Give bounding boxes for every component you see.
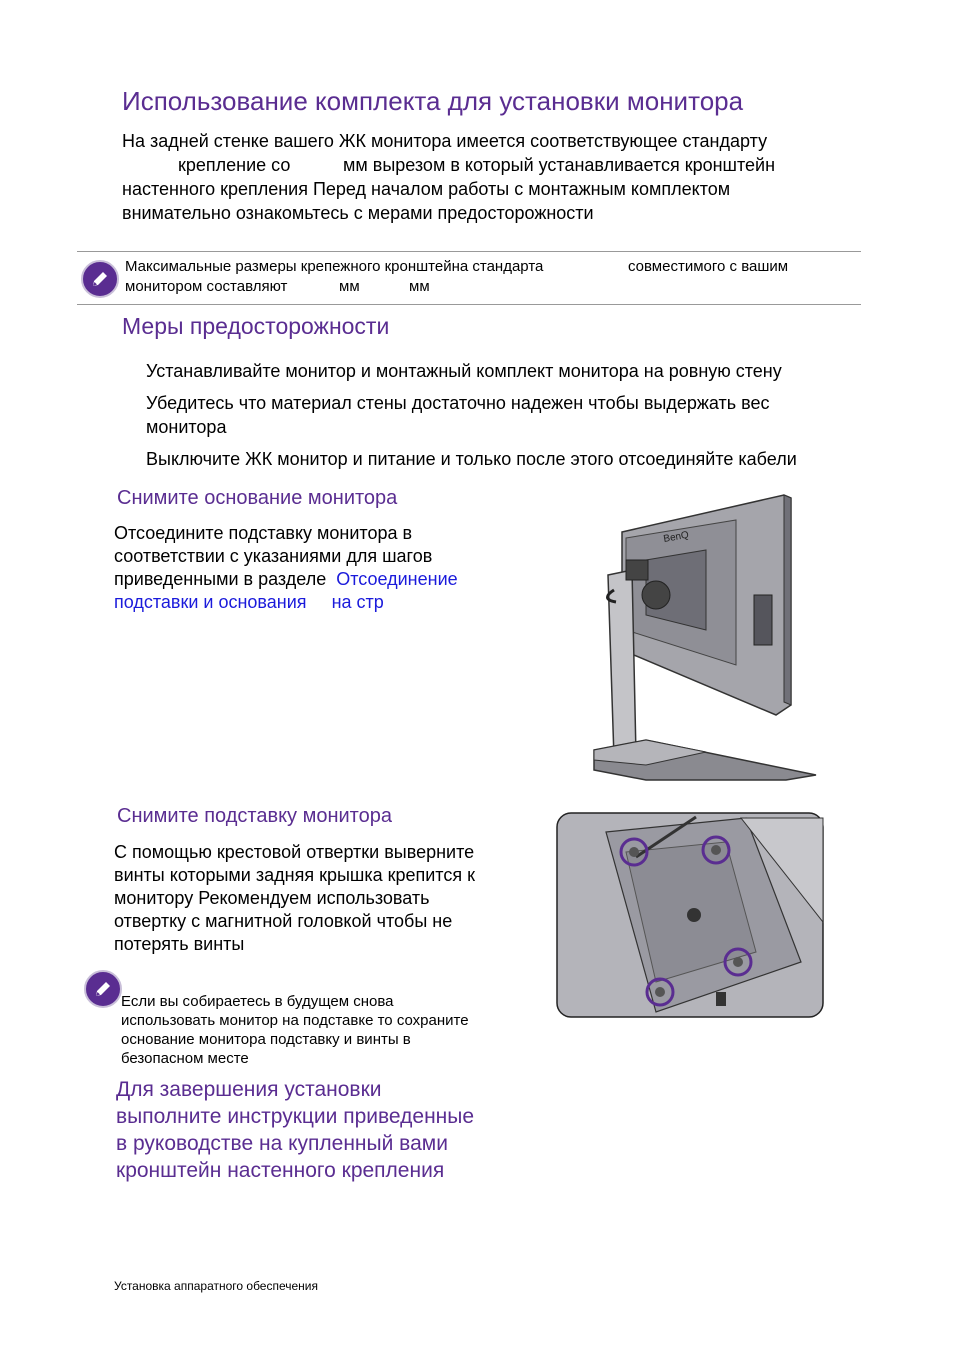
- intro-line-3: настенного крепления Перед началом работы с монтажным комплектом: [122, 179, 731, 199]
- precaution-item-3: Выключите ЖК монитор и питание и только после этого отсоединяйте кабели: [146, 449, 797, 469]
- note1-line1a: Максимальные размеры крепежного кронштейна стандарта: [125, 258, 544, 275]
- note1-line1b: совместимого с вашим: [628, 258, 789, 275]
- precautions-list: [146, 359, 866, 471]
- intro-line-1: На задней стенке вашего ЖК монитора имеется соответствующее стандарту: [122, 131, 768, 151]
- precaution-item-2: Убедитесь что материал стены достаточно надежен чтобы выдержать вес: [146, 393, 770, 413]
- note2-line-4: безопасном месте: [121, 1050, 249, 1067]
- link-page-ref[interactable]: на стр: [331, 592, 384, 612]
- intro-line-4: внимательно ознакомьтесь с мерами предосторожности: [122, 203, 594, 223]
- page-title: Использование комплекта для установки монитора: [122, 86, 744, 116]
- step2-line-1: С помощью крестовой отвертки выверните: [114, 842, 475, 862]
- link-detach-stand[interactable]: Отсоединение: [336, 569, 458, 589]
- step3-line-4: кронштейн настенного крепления: [116, 1159, 445, 1182]
- note1-line2c: мм: [409, 278, 430, 295]
- note2-text: [121, 992, 541, 1068]
- step3-line-3: в руководстве на купленный вами: [116, 1132, 448, 1155]
- step3-line-1: Для завершения установки: [116, 1078, 382, 1101]
- step1-line-3: приведенными в разделе: [114, 569, 327, 589]
- step2-text: [114, 841, 534, 956]
- note1-line2a: монитором составляют: [125, 278, 288, 295]
- step1-title: Снимите основание монитора: [117, 487, 398, 509]
- pencil-icon: [81, 260, 119, 298]
- note1-line2b: мм: [339, 278, 360, 295]
- link-detach-stand-cont[interactable]: подставки и основания: [114, 592, 307, 612]
- note2-line-1: Если вы собираетесь в будущем снова: [121, 993, 394, 1010]
- intro-line-2b: мм вырезом в который устанавливается кронштейн: [343, 155, 776, 175]
- pencil-icon: [84, 970, 122, 1008]
- screws-illustration: [556, 812, 824, 1018]
- precautions-title: Меры предосторожности: [122, 313, 390, 339]
- step3-line-2: выполните инструкции приведенные: [116, 1105, 475, 1128]
- precaution-item-1: Устанавливайте монитор и монтажный комплект монитора на ровную стену: [146, 361, 782, 381]
- step1-line-1: Отсоедините подставку монитора в: [114, 523, 413, 543]
- step1-line-2: соответствии с указаниями для шагов: [114, 546, 433, 566]
- brand-logo-text: BenQ: [662, 529, 690, 545]
- note-box-mount-size: [77, 251, 861, 305]
- step2-line-3: монитору Рекомендуем использовать: [114, 888, 430, 908]
- precaution-item-2-cont: монитора: [146, 417, 227, 437]
- step3-text: [116, 1076, 556, 1184]
- intro-line-2a: крепление со: [178, 155, 291, 175]
- note2-line-3: основание монитора подставку и винты в: [121, 1031, 411, 1048]
- step2-title: Снимите подставку монитора: [117, 805, 392, 827]
- step2-line-2: винты которыми задняя крышка крепится к: [114, 865, 475, 885]
- monitor-back-illustration: [586, 490, 836, 790]
- note2-line-2: использовать монитор на подставке то сохраните: [121, 1012, 469, 1029]
- step2-line-5: потерять винты: [114, 934, 245, 954]
- intro-paragraph: [122, 129, 862, 225]
- step2-line-4: отвертку с магнитной головкой чтобы не: [114, 911, 453, 931]
- page-footer: Установка аппаратного обеспечения: [114, 1279, 319, 1293]
- step1-text: [114, 522, 534, 614]
